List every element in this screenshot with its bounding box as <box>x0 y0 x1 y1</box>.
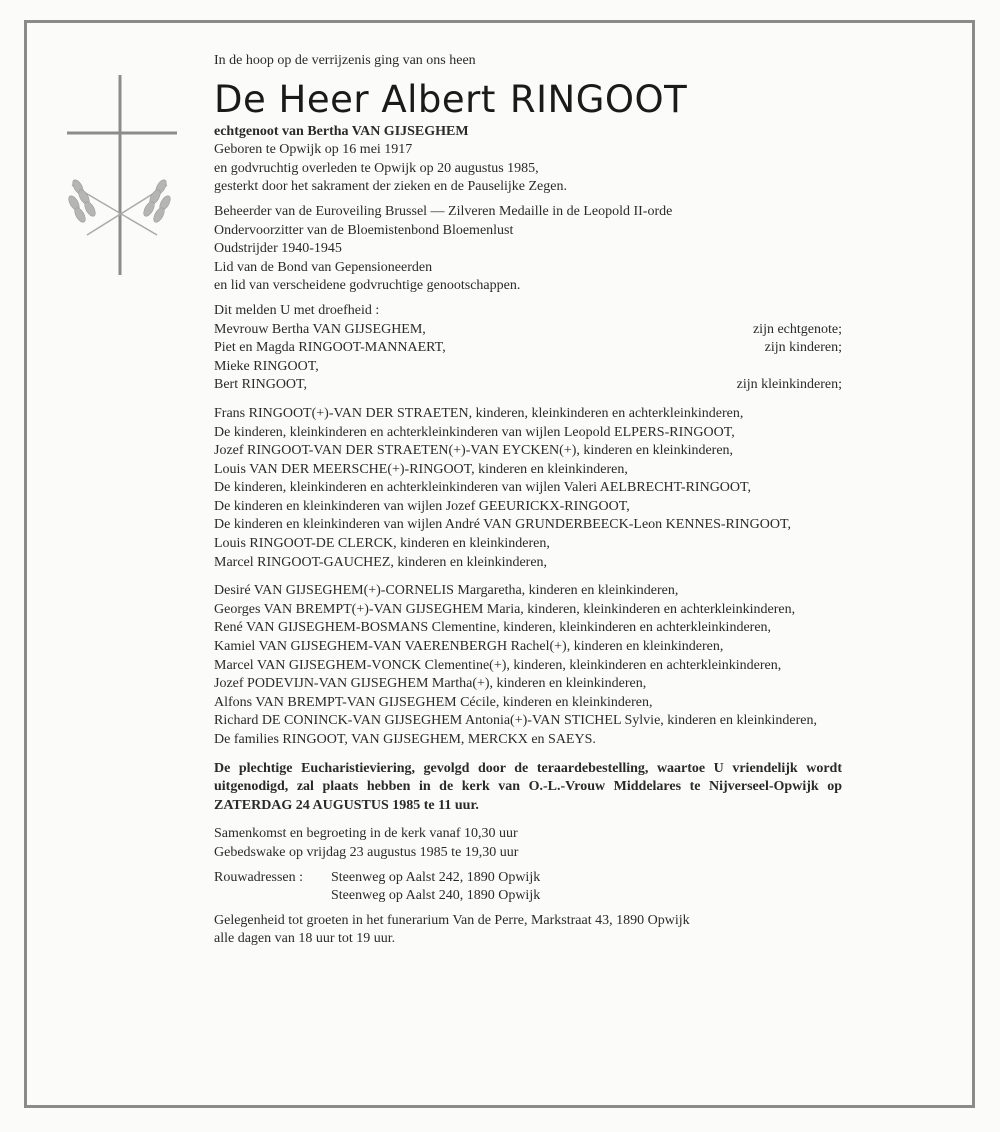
ceremony-text: De plechtige Eucharistieviering, gevolgd door de teraardebestelling, waartoe U vriendelijk wordt uitgenodigd, zal plaats hebben in de kerk van O.-L.-Vrouw Middelares te Nijverseel-Opwijk op ZATERDAG 24 AUGUSTUS 1985 te 11 uur. <box>214 760 842 813</box>
family-name: Mevrouw Bertha VAN GIJSEGHEM, <box>214 321 426 337</box>
family-entry: Jozef PODEVIJN-VAN GIJSEGHEM Martha(+), kinderen en kleinkinderen, <box>214 676 647 692</box>
life-line: gesterkt door het sakrament der zieken en de Pauselijke Zegen. <box>214 179 567 195</box>
address-row <box>214 869 842 888</box>
life-line: Geboren te Opwijk op 16 mei 1917 <box>214 142 413 158</box>
life-dates <box>214 141 842 197</box>
family-row <box>214 376 842 395</box>
family-entry: René VAN GIJSEGHEM-BOSMANS Clementine, kinderen, kleinkinderen en achterkleinkinderen, <box>214 620 772 636</box>
name-surname: RINGOOT <box>509 77 688 121</box>
cross-with-wheat-icon <box>62 75 182 275</box>
family-entry: Marcel VAN GIJSEGHEM-VONCK Clementine(+), kinderen, kleinkinderen en achterkleinkinderen, <box>214 657 782 673</box>
family-row <box>214 358 842 377</box>
intro-line: In de hoop op de verrijzenis ging van ons heen <box>214 53 476 68</box>
announce-line: Dit melden U met droefheid : <box>214 302 380 318</box>
family-group-van-gijseghem <box>214 582 842 749</box>
visit-line: alle dagen van 18 uur tot 19 uur. <box>214 931 396 947</box>
family-entry: Georges VAN BREMPT(+)-VAN GIJSEGHEM Maria, kinderen, kleinkinderen en achterkleinkinderen, <box>214 601 796 617</box>
spouse-line: echtgenoot van Bertha VAN GIJSEGHEM <box>214 123 469 139</box>
family-entry: Alfons VAN BREMPT-VAN GIJSEGHEM Cécile, kinderen en kleinkinderen, <box>214 694 653 710</box>
address-row <box>214 887 842 906</box>
family-entry: De kinderen en kleinkinderen van wijlen André VAN GRUNDERBEECK-Leon KENNES-RINGOOT, <box>214 517 792 533</box>
family-entry: Louis VAN DER MEERSCHE(+)-RINGOOT, kinderen en kleinkinderen, <box>214 461 628 477</box>
functions-list <box>214 203 842 296</box>
address-label: Rouwadressen : <box>214 869 304 885</box>
close-family <box>214 321 842 395</box>
family-entry: De kinderen, kleinkinderen en achterkleinkinderen van wijlen Leopold ELPERS-RINGOOT, <box>214 424 735 440</box>
family-entry: De families RINGOOT, VAN GIJSEGHEM, MERCKX en SAEYS. <box>214 732 596 747</box>
function-line: en lid van verscheidene godvruchtige genootschappen. <box>214 278 521 294</box>
name-prefix: De Heer Albert <box>214 77 496 121</box>
function-line: Oudstrijder 1940-1945 <box>214 241 342 257</box>
schedule-line: Samenkomst en begroeting in de kerk vanaf 10,30 uur <box>214 826 518 842</box>
function-line: Beheerder van de Euroveiling Brussel — Zilveren Medaille in de Leopold II-orde <box>214 203 673 219</box>
function-line: Lid van de Bond van Gepensioneerden <box>214 259 433 275</box>
family-name: Bert RINGOOT, <box>214 377 308 393</box>
family-entry: Frans RINGOOT(+)-VAN DER STRAETEN, kinderen, kleinkinderen en achterkleinkinderen, <box>214 405 744 421</box>
family-name: Piet en Magda RINGOOT-MANNAERT, <box>214 340 446 356</box>
family-entry: Kamiel VAN GIJSEGHEM-VAN VAERENBERGH Rachel(+), kinderen en kleinkinderen, <box>214 639 724 655</box>
obituary-text <box>214 52 842 949</box>
family-relation: zijn kleinkinderen; <box>736 377 842 393</box>
life-line: en godvruchtig overleden te Opwijk op 20 augustus 1985, <box>214 160 539 176</box>
family-entry: Desiré VAN GIJSEGHEM(+)-CORNELIS Margaretha, kinderen en kleinkinderen, <box>214 583 679 599</box>
visit-info <box>214 912 842 949</box>
deceased-name <box>214 79 842 121</box>
family-entry: De kinderen en kleinkinderen van wijlen Jozef GEEURICKX-RINGOOT, <box>214 498 630 514</box>
schedule-line: Gebedswake op vrijdag 23 augustus 1985 te 19,30 uur <box>214 844 519 860</box>
addresses <box>214 869 842 906</box>
family-relation: zijn kinderen; <box>764 340 842 356</box>
address-line: Steenweg op Aalst 240, 1890 Opwijk <box>331 888 541 904</box>
family-entry: Louis RINGOOT-DE CLERCK, kinderen en kleinkinderen, <box>214 536 550 552</box>
family-entry: Richard DE CONINCK-VAN GIJSEGHEM Antonia(+)-VAN STICHEL Sylvie, kinderen en kleinkinderen, <box>214 713 817 729</box>
family-entry: Marcel RINGOOT-GAUCHEZ, kinderen en kleinkinderen, <box>214 554 548 570</box>
family-relation: zijn echtgenote; <box>752 321 842 337</box>
visit-line: Gelegenheid tot groeten in het funerarium Van de Perre, Markstraat 43, 1890 Opwijk <box>214 912 690 928</box>
family-entry: De kinderen, kleinkinderen en achterkleinkinderen van wijlen Valeri AELBRECHT-RINGOOT, <box>214 480 752 496</box>
function-line: Ondervoorzitter van de Bloemistenbond Bloemenlust <box>214 222 514 238</box>
address-line: Steenweg op Aalst 242, 1890 Opwijk <box>331 869 541 885</box>
schedule <box>214 825 842 862</box>
family-row <box>214 321 842 340</box>
family-name: Mieke RINGOOT, <box>214 358 319 374</box>
family-entry: Jozef RINGOOT-VAN DER STRAETEN(+)-VAN EYCKEN(+), kinderen en kleinkinderen, <box>214 443 734 459</box>
family-row <box>214 339 842 358</box>
family-group-ringoot <box>214 405 842 572</box>
